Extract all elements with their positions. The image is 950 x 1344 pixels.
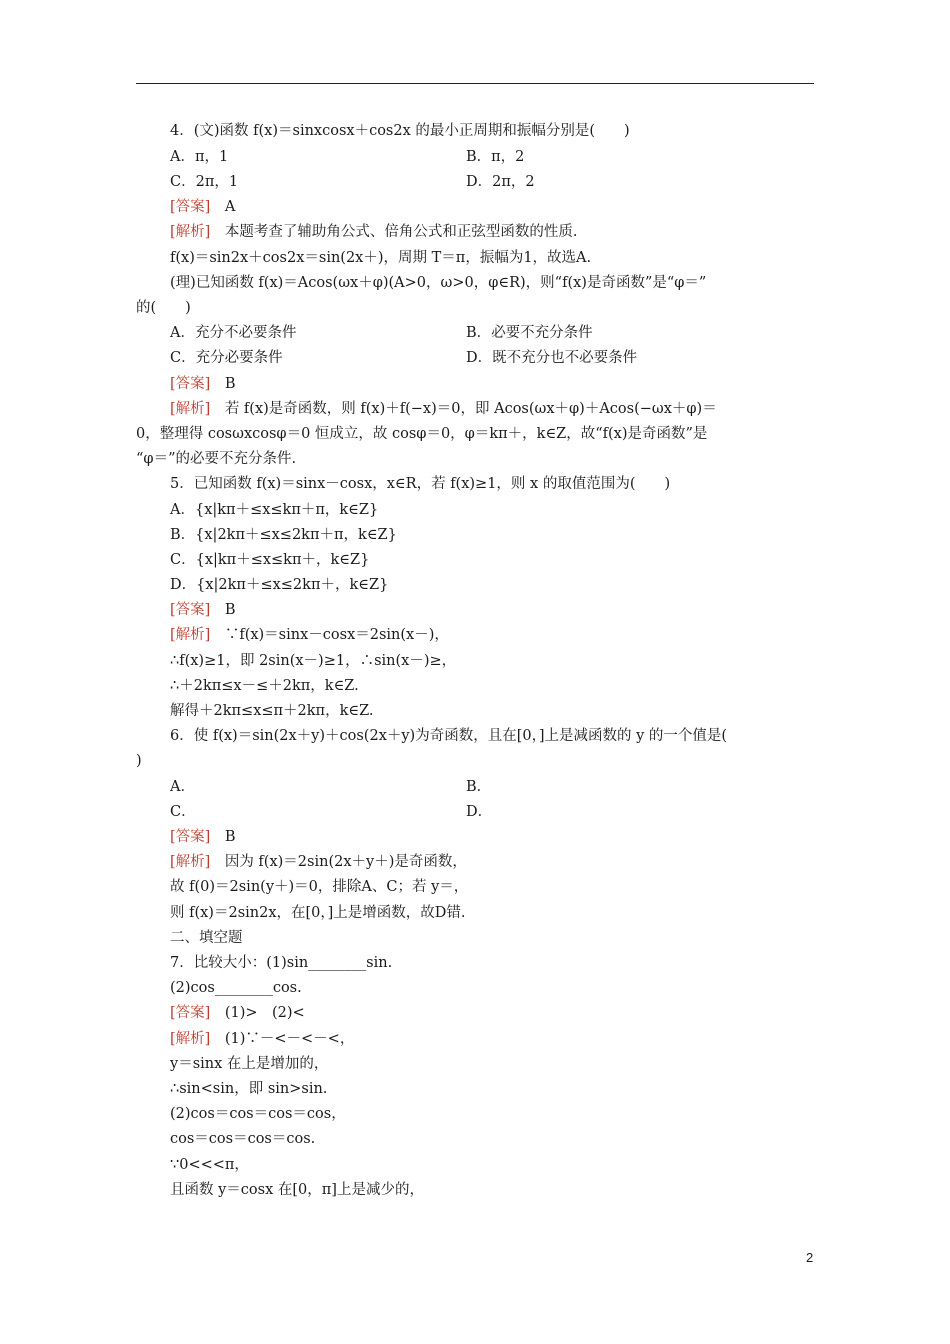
analysis-tag: [解析] xyxy=(170,224,211,240)
doc-line: y＝sinx 在上是增加的， xyxy=(170,1056,329,1072)
header-rule xyxy=(136,83,814,84)
doc-line: 二、填空题 xyxy=(170,930,243,946)
doc-line: D．既不充分也不必要条件 xyxy=(466,350,638,366)
doc-line: f(x)＝sin2x＋cos2x＝sin(2x＋)，周期 T＝π，振幅为1，故选A. xyxy=(170,250,592,266)
doc-line: D．{x|2kπ＋≤x≤2kπ＋，k∈Z} xyxy=(170,577,389,593)
doc-line: A． xyxy=(170,779,195,795)
answer-tag: [答案] xyxy=(170,1005,211,1021)
doc-line: C．2π，1 xyxy=(170,174,239,190)
doc-line: 故 f(0)＝2sin(y＋)＝0，排除A、C；若 y＝， xyxy=(170,879,469,895)
doc-line: C． xyxy=(170,804,196,820)
answer-tag: [答案] xyxy=(170,829,211,845)
doc-line: B．必要不充分条件 xyxy=(466,325,593,341)
answer-tag: [答案] xyxy=(170,602,211,618)
doc-line: 6．使 f(x)＝sin(2x＋y)＋cos(2x＋y)为奇函数，且在[0，]上是减函数的 y 的一个值是( xyxy=(170,728,728,744)
doc-line: 的( ) xyxy=(136,300,191,316)
doc-line: cos＝cos＝cos＝cos. xyxy=(170,1131,316,1147)
doc-line: ) xyxy=(136,753,142,769)
doc-line: A．π，1 xyxy=(170,149,229,165)
analysis-tag: [解析] xyxy=(170,1031,211,1047)
doc-line: A．{x|kπ＋≤x≤kπ＋π，k∈Z} xyxy=(170,502,379,518)
doc-line: [解析] ∵f(x)＝sinx－cosx＝2sin(x－)， xyxy=(170,627,449,643)
doc-line: [解析] 因为 f(x)＝2sin(2x＋y＋)是奇函数， xyxy=(170,854,467,870)
doc-line: 0，整理得 cosωxcosφ＝0 恒成立，故 cosφ＝0，φ＝kπ＋，k∈Z，故“f(x)是奇函数”是 xyxy=(136,426,708,442)
analysis-tag: [解析] xyxy=(170,401,211,417)
doc-line: A．充分不必要条件 xyxy=(170,325,297,341)
doc-line: 7．比较大小：(1)sin________sin. xyxy=(170,955,393,971)
doc-line: [答案] B xyxy=(170,376,236,392)
doc-line: 解得＋2kπ≤x≤π＋2kπ，k∈Z. xyxy=(170,703,374,719)
analysis-tag: [解析] xyxy=(170,627,211,643)
answer-tag: [答案] xyxy=(170,376,211,392)
doc-line: ∴f(x)≥1，即 2sin(x－)≥1，∴sin(x－)≥， xyxy=(170,653,457,669)
answer-tag: [答案] xyxy=(170,199,211,215)
doc-line: [解析] 若 f(x)是奇函数，则 f(x)＋f(−x)＝0，即 Acos(ωx＋φ)＋Acos(−ωx＋φ)＝ xyxy=(170,401,717,417)
doc-line: 4．(文)函数 f(x)＝sinxcosx＋cos2x 的最小正周期和振幅分别是( ) xyxy=(170,123,630,139)
doc-line: [答案] (1)> (2)< xyxy=(170,1005,305,1021)
doc-line: 且函数 y＝cosx 在[0，π]上是减少的， xyxy=(170,1182,424,1198)
doc-line: [解析] (1)∵－<－<－<， xyxy=(170,1031,355,1047)
doc-line: (2)cos＝cos＝cos＝cos， xyxy=(170,1106,346,1122)
doc-line: B．{x|2kπ＋≤x≤2kπ＋π，k∈Z} xyxy=(170,527,397,543)
doc-line: B． xyxy=(466,779,492,795)
doc-line: 5．已知函数 f(x)＝sinx－cosx，x∈R，若 f(x)≥1，则 x 的取值范围为( ) xyxy=(170,476,671,492)
doc-line: (理)已知函数 f(x)＝Acos(ωx＋φ)(A>0，ω>0，φ∈R)，则“f(x)是奇函数”是“φ＝” xyxy=(170,275,707,291)
analysis-tag: [解析] xyxy=(170,854,211,870)
doc-line: [答案] B xyxy=(170,829,236,845)
page-number: 2 xyxy=(806,1250,814,1265)
doc-line: 则 f(x)＝2sin2x，在[0，]上是增函数，故D错. xyxy=(170,905,466,921)
doc-line: [答案] B xyxy=(170,602,236,618)
doc-line: ∴＋2kπ≤x－≤＋2kπ，k∈Z. xyxy=(170,678,359,694)
doc-line: [解析] 本题考查了辅助角公式、倍角公式和正弦型函数的性质. xyxy=(170,224,578,240)
doc-line: ∴sin<sin，即 sin>sin. xyxy=(170,1081,328,1097)
doc-line: D．2π，2 xyxy=(466,174,535,190)
doc-line: (2)cos________cos. xyxy=(170,980,302,996)
doc-line: B．π，2 xyxy=(466,149,525,165)
doc-line: “φ＝”的必要不充分条件. xyxy=(136,451,297,467)
doc-line: ∵0<<<π， xyxy=(170,1157,249,1173)
doc-line: C．充分必要条件 xyxy=(170,350,283,366)
doc-line: C．{x|kπ＋≤x≤kπ＋，k∈Z} xyxy=(170,552,370,568)
doc-line: D． xyxy=(466,804,493,820)
doc-line: [答案] A xyxy=(170,199,236,215)
